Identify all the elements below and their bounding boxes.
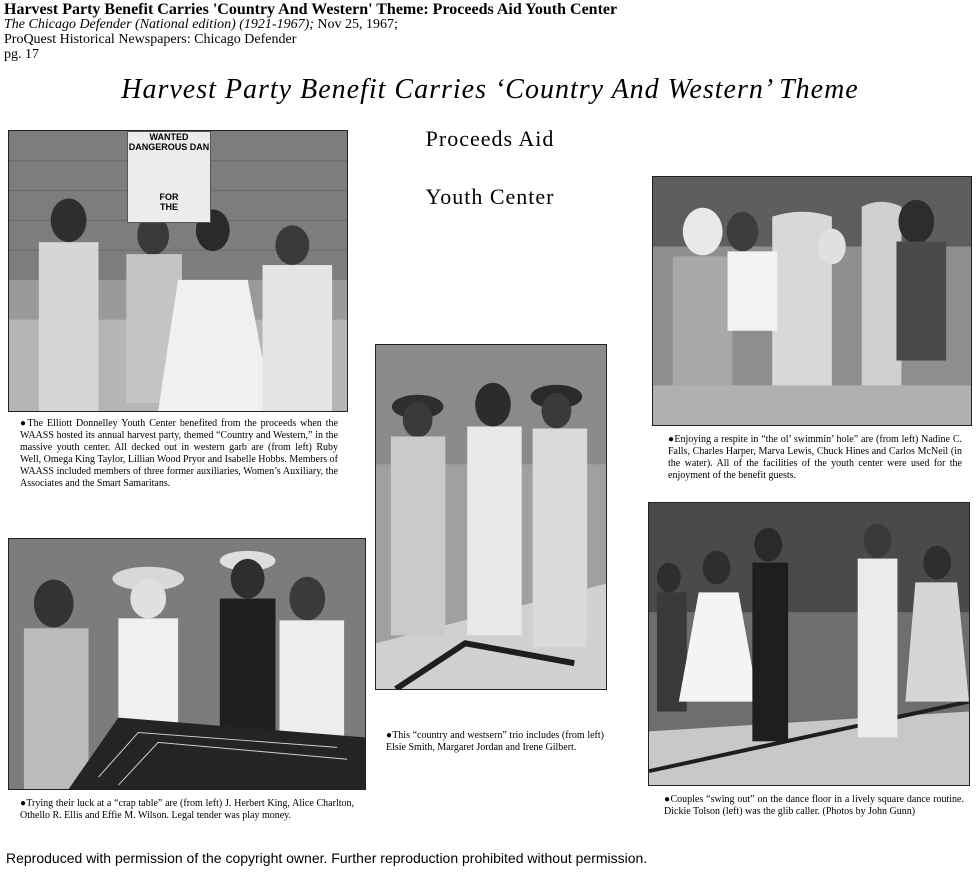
- photo-dance-floor: [648, 502, 970, 786]
- wanted-poster-sign: [127, 131, 211, 223]
- citation-title: Harvest Party Benefit Carries 'Country And Western' Theme: Proceeds Aid Youth Center: [4, 1, 618, 18]
- photo-crap-table-image: [9, 539, 365, 789]
- sign-line-for: FOR: [159, 192, 179, 202]
- sign-line-the: THE: [160, 202, 178, 212]
- caption-dance-floor: ●Couples “swing out” on the dance floor in a lively square dance routine. Dickie Tolson (left) was the glib caller. (Photos by John Gunn): [664, 794, 964, 817]
- photo-trio-image: [376, 345, 606, 689]
- photo-swimming-hole-image: [653, 177, 971, 425]
- subhead-line-1: Proceeds Aid: [425, 126, 555, 151]
- caption-swimming-hole: ●Enjoying a respite in “the ol’ swimmin’ hole” are (from left) Nadine C. Falls, Charles Harper, Marva Lewis, Chuck Hines and Carlos McNeil (in the water). All of the facilities of the youth center were used for the enjoyment of the benefit guests.: [668, 434, 962, 481]
- photo-swimming-hole: [652, 176, 972, 426]
- sign-line-dangerous-dan: DANGEROUS DAN: [128, 142, 210, 152]
- caption-trio: ●This “country and westsern” trio includes (from left) Elsie Smith, Margaret Jordan and Irene Gilbert.: [386, 730, 604, 753]
- copyright-footer: Reproduced with permission of the copyright owner. Further reproduction prohibited without permission.: [6, 850, 648, 866]
- citation-block: [4, 2, 964, 62]
- subhead-line-2: Youth Center: [425, 184, 555, 209]
- sign-line-wanted: WANTED: [149, 132, 189, 142]
- photo-trio: [375, 344, 607, 690]
- article-headline: Harvest Party Benefit Carries ‘Country And Western’ Theme: [121, 74, 859, 105]
- citation-publication: The Chicago Defender (National edition) (1921-1967);: [4, 17, 314, 32]
- caption-crap-table: ●Trying their luck at a “crap table” are (from left) J. Herbert King, Alice Charlton, Othello R. Ellis and Effie M. Wilson. Legal tender was play money.: [20, 798, 354, 821]
- photo-western-garb: [8, 130, 348, 412]
- photo-crap-table: [8, 538, 366, 790]
- caption-western-garb: ●The Elliott Donnelley Youth Center benefited from the proceeds when the WAASS hosted its annual harvest party, themed “Country and Western,” in the massive youth center. All decked out in western garb are (from left) Ruby Well, Omega King Taylor, Lillian Wood Pryor and Isabelle Hobbs. Members of WAASS included members of three former auxiliaries, Women’s Auxiliary, the Associates and the Smart Samaritans.: [20, 418, 338, 489]
- citation-source: ProQuest Historical Newspapers: Chicago Defender: [4, 32, 297, 47]
- photo-dance-floor-image: [649, 503, 969, 785]
- citation-page: pg. 17: [4, 47, 39, 62]
- citation-date: Nov 25, 1967;: [313, 17, 398, 32]
- citation-publication-line: [4, 17, 964, 32]
